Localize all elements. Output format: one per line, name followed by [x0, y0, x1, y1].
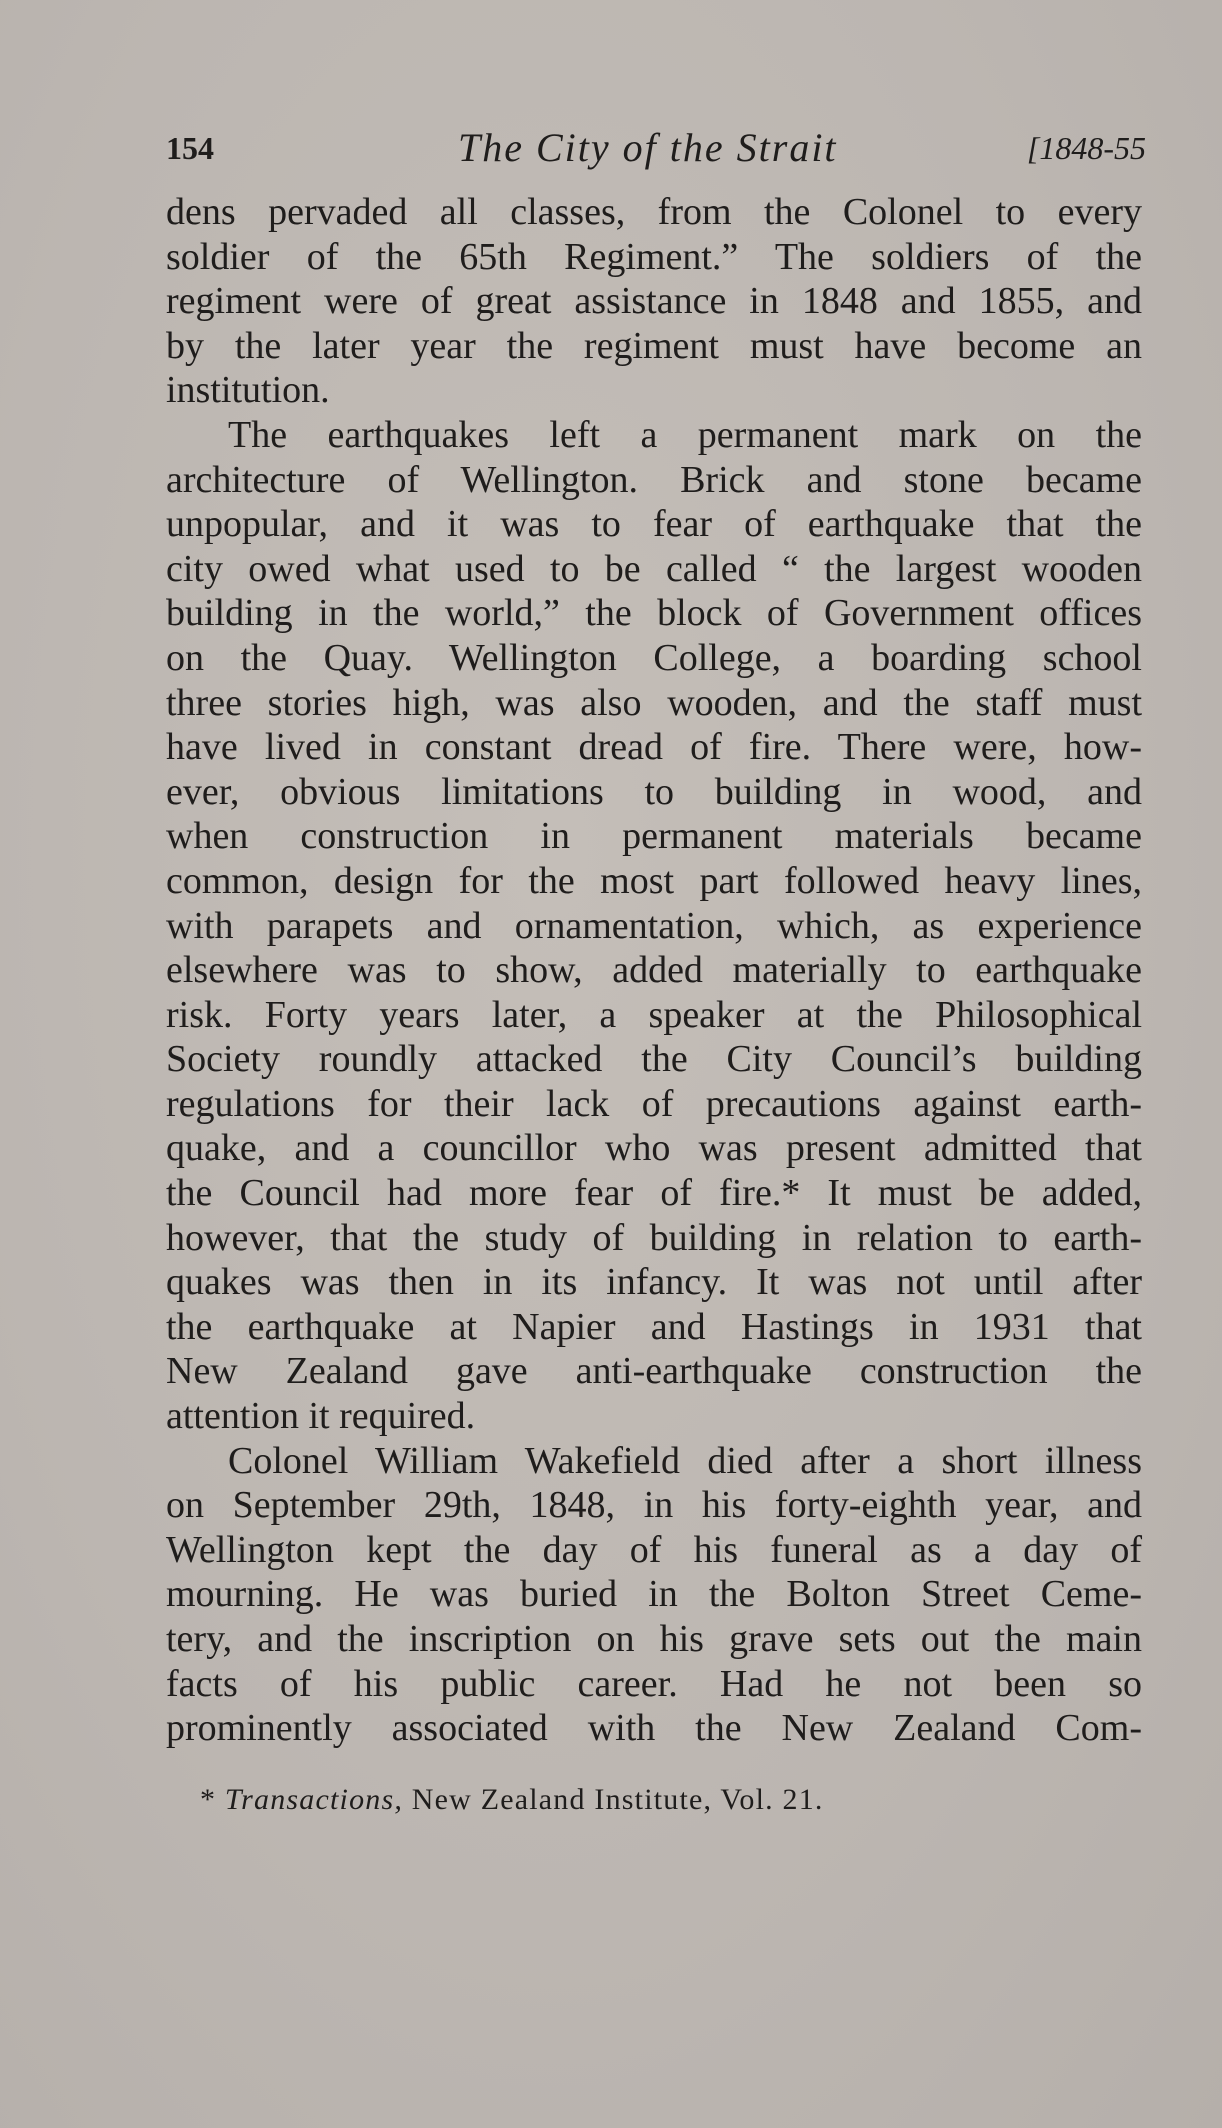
text-line: risk. Forty years later, a speaker at the Philosophical	[166, 993, 1142, 1036]
footnote-reference: New Zealand Institute, Vol. 21.	[403, 1783, 824, 1816]
text-line: ever, obvious limitations to building in wood, and	[166, 770, 1142, 813]
text-line: common, design for the most part followed heavy lines,	[166, 859, 1142, 902]
text-line: quakes was then in its infancy. It was not until after	[166, 1261, 1142, 1304]
text-line: city owed what used to be called “ the largest wooden	[166, 547, 1142, 590]
text-line: with parapets and ornamentation, which, as experience	[166, 904, 1142, 947]
text-line: quake, and a councillor who was present admitted that	[166, 1127, 1142, 1170]
text-line: on September 29th, 1848, in his forty-eighth year, and	[166, 1484, 1142, 1527]
text-line: when construction in permanent materials became	[166, 815, 1142, 858]
text-line: institution.	[166, 369, 330, 412]
text-line: facts of his public career. Had he not been so	[166, 1662, 1142, 1705]
text-line: regulations for their lack of precautions against earth-	[166, 1082, 1142, 1125]
text-line: New Zealand gave anti-earthquake construction the	[166, 1350, 1142, 1393]
text-line: however, that the study of building in relation to earth-	[166, 1216, 1142, 1259]
text-line: Society roundly attacked the City Council’s building	[166, 1038, 1142, 1081]
running-head	[166, 118, 1146, 178]
text-line: unpopular, and it was to fear of earthquake that the	[166, 503, 1142, 546]
text-line: the Council had more fear of fire.* It must be added,	[166, 1172, 1142, 1215]
body-text	[166, 190, 1142, 1751]
text-line: Colonel William Wakefield died after a short illness	[228, 1439, 1142, 1482]
text-line: Wellington kept the day of his funeral as a day of	[166, 1528, 1142, 1571]
text-line: attention it required.	[166, 1395, 476, 1438]
text-line: prominently associated with the New Zealand Com-	[166, 1707, 1142, 1750]
text-line: the earthquake at Napier and Hastings in 1931 that	[166, 1305, 1142, 1348]
text-line: tery, and the inscription on his grave sets out the main	[166, 1618, 1142, 1660]
running-years: [1848-55	[1026, 130, 1146, 166]
text-line: building in the world,” the block of Government offices	[166, 592, 1142, 635]
text-line: on the Quay. Wellington College, a boarding school	[166, 636, 1142, 679]
page-number: 154	[166, 130, 214, 166]
text-line: dens pervaded all classes, from the Colonel to every	[166, 191, 1142, 233]
running-title: The City of the Strait	[458, 125, 838, 170]
text-line: architecture of Wellington. Brick and stone became	[166, 458, 1142, 501]
text-line: regiment were of great assistance in 1848 and 1855, and	[166, 280, 1142, 323]
text-line: by the later year the regiment must have become an	[166, 324, 1142, 367]
text-line: elsewhere was to show, added materially to earthquake	[166, 949, 1142, 992]
text-line: soldier of the 65th Regiment.” The soldiers of the	[166, 235, 1142, 278]
text-line: mourning. He was buried in the Bolton Street Ceme-	[166, 1573, 1142, 1616]
footnote-source-title: Transactions,	[224, 1783, 404, 1816]
footnote	[200, 1776, 824, 1824]
text-line: The earthquakes left a permanent mark on the	[228, 413, 1142, 456]
footnote-marker: *	[200, 1783, 225, 1816]
text-line: three stories high, was also wooden, and the staff must	[166, 681, 1142, 724]
text-line: have lived in constant dread of fire. There were, how-	[166, 726, 1142, 769]
